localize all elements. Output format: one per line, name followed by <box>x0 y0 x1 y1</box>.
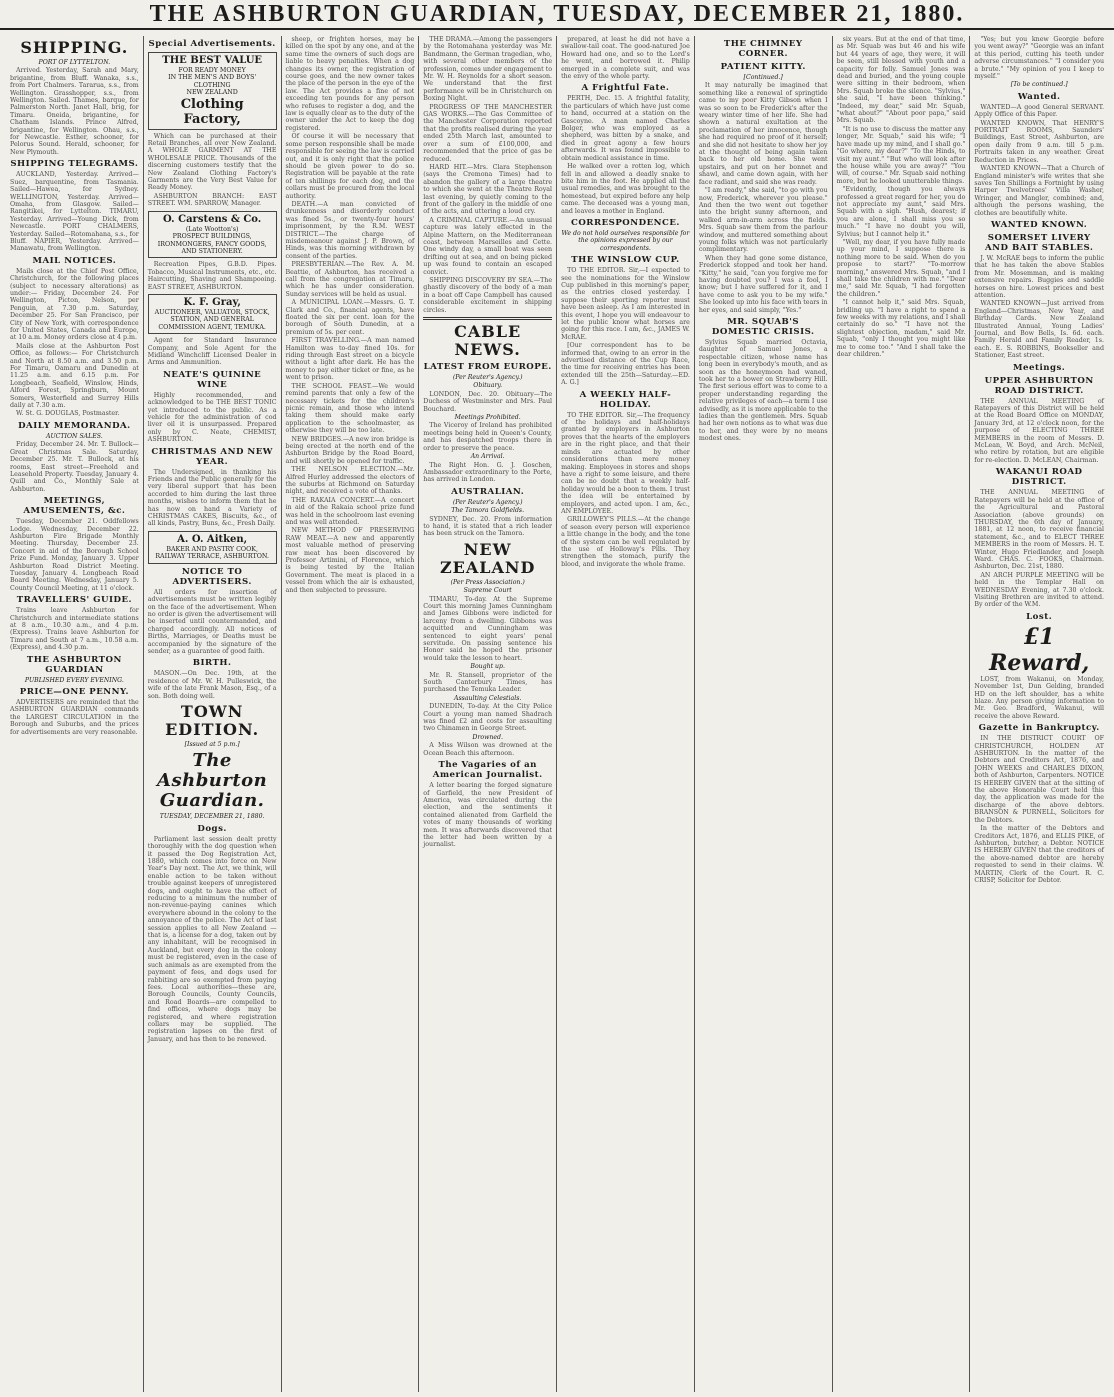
section-heading: UPPER ASHBURTON ROAD DISTRICT. <box>984 375 1094 396</box>
article-paragraph: "Evidently, though you always professed a great regard for her, you do not appreciate my aunt," said Mrs. Squab with a sigh. "Hush, dearest; if you are alone, I shall miss you so much." "I have no doubt you will, Sylvius; but I cannot help it." <box>836 186 966 238</box>
article-paragraph: He walked over a rotten log, which fell in and allowed a deadly snake to bite him in the foot. He applied all the usual remedies, and was brought to the homestead, but expired before any help came. The deceased was a young man, and leaves a mother in England. <box>561 163 690 215</box>
article-paragraph: "Well, my dear, if you have fully made up your mind, I suppose there is nothing more to be said. When do you propose to start?" "To-morrow morning," answered Mrs. Squab, "and I shall take the children with me." "Dear me," said Mr. Squab, "I had forgotten the children." <box>836 238 966 298</box>
subheading: Obituary. <box>473 382 503 390</box>
section-heading: NEATE'S QUININE WINE <box>163 369 262 390</box>
subheading: We do not hold ourselves responsible for the opinions expressed by our correspondents. <box>561 229 690 252</box>
advertisement-line: AUCTIONEER, VALUATOR, STOCK, STATION, AND GENERAL COMMISSION AGENT, TEMUKA. <box>154 308 270 331</box>
advertisement <box>148 294 277 334</box>
section-heading: The Vagaries of an American Journalist. <box>432 760 543 781</box>
subheading: PORT OF LYTTELTON. <box>38 59 111 66</box>
subheading: An Arrival. <box>470 453 505 461</box>
advertisement-line: NEW ZEALAND <box>186 89 238 97</box>
section-heading: SOMERSET LIVERY AND BAIT STABLES. <box>985 232 1094 253</box>
article-paragraph: [Our correspondent has to be informed that, owing to an error in the advertised distance of the Cup Race, the time for receiving entries has been extended till the 25th—Saturday.—ED. A. G.] <box>561 342 690 387</box>
article-paragraph: NEW BRIDGES.—A new iron bridge is being erected at the north end of the Ashburton Bridge by the Road Board, and will shortly be opened for traffic. <box>285 435 415 465</box>
reward-heading: £1 Reward, <box>989 623 1090 676</box>
section-heading: DAILY MEMORANDA. <box>18 420 131 431</box>
section-heading: TRAVELLERS' GUIDE. <box>16 595 133 606</box>
article-paragraph: THE SCHOOL FEAST.—We would remind parents that only a few of the necessary tickets for the children's picnic remain, and those who intend taking them should make early application to the schoolmaster, as otherwise they will be too late. <box>285 382 415 435</box>
section-heading: Lost. <box>1026 611 1053 622</box>
article-paragraph: WANTED KNOWN—Just arrived from England—Christmas, New Year, and Birthday Cards. New Zealand Illustrated Annual, Young Ladies' Journal, and Bow Bells, Is. 6d. each. Family Herald and Family Reader, 1s. each. E. S. ROBBINS, Bookseller and Stationer, East street. <box>974 300 1104 360</box>
subheading: (Per Press Association.) <box>450 578 525 586</box>
article-paragraph: Sylvius Squab married Octavia, daughter of Samuel Jones, a respectable citizen, whose name has long been in everybody's mouth, and as soon as the honeymoon had waned, took her to a bower on Strawberry Hill. The first serious effort was to come to a proper understanding regarding the relative privileges of each—a term I use advisedly, as it is more applicable to the ladies than the gentlemen. Mrs. Squab had her own notions as to what was due to her, and they were by no means modest ones. <box>698 339 828 443</box>
article-paragraph: THE DRAMA.—Among the passengers by the Rotomahana yesterday was Mr. Bandmann, the German tragedian, who, with several other members of the profession, comes under engagement to Mr. W. H. Reynolds for a short season. We understand that the first performance will be in Christchurch on Boxing Night. <box>423 36 553 103</box>
subheading: Supreme Court <box>463 587 512 595</box>
column-6 <box>695 36 833 1392</box>
section-heading: Meetings. <box>1013 362 1066 373</box>
section-heading: A WEEKLY HALF-HOLIDAY. <box>579 389 672 410</box>
article-paragraph: AUCKLAND, Yesterday. Arrived—Suez, barquentine, from Tasmania. Sailed—Hawea, for Sydney. WELLINGTON, Yesterday. Arrived—Omaha, from Glasgow. Sailed—Rangitikei, for Lyttelton. TIMARU, Yesterday. Arrived—Young Dick, from Newcastle. PORT CHALMERS, Yesterday. Sailed—Rotomahana, s.s., for Bluff. NAPIER, Yesterday. Arrived—Manawatu, from Wellington. <box>10 171 139 253</box>
article-paragraph: Friday, December 24. Mr. T. Bullock—Great Christmas Sale. Saturday, December 25. Mr. T. Bullock, at his rooms, East street—Freehold and Leasehold Property. Tuesday, January 4. Quill and Co., Monthly Sale at Ashburton. <box>10 441 139 493</box>
article-paragraph: The Right Hon. G. J. Goschen, Ambassador extraordinary to the Porte, has arrived in London. <box>423 461 553 484</box>
article-paragraph: SYDNEY, Dec. 20. From information to hand, it is stated that a rich leader has been struck on the Tamora. <box>423 515 553 538</box>
section-heading: MR. SQUAB'S DOMESTIC CRISIS. <box>711 317 815 337</box>
advertisement <box>148 531 277 564</box>
advertisement-line: THE BEST VALUE <box>162 55 263 66</box>
section-heading: BIRTH. <box>192 658 232 669</box>
article-paragraph: Recreation Pipes, G.B.D. Pipes. Tobacco, Musical Instruments, etc., etc. Haircutting, Shaving and Shampooing. EAST STREET, ASHBURTON. <box>147 261 277 291</box>
advertisement <box>148 211 277 259</box>
newspaper-columns <box>6 36 1108 1392</box>
article-paragraph: PERTH, Dec. 15. A frightful fatality, the particulars of which have just come to hand, occurred at a station on the Gascoyne. A man named Charles Bolger, who was employed as a shepherd, was bitten by a snake, and died in great agony a few hours afterwards. It was found impossible to obtain medical assistance in time. <box>561 95 690 162</box>
article-paragraph: TO THE EDITOR. Sir,—The frequency of the holidays and half-holidays granted by employers in Ashburton proves that the hearts of the employers are in the right place, and that their minds are actuated by other considerations than mere money making. Employees in stores and shops have a right to some leisure, and there can be no doubt that a weekly half-holiday would be a boon to them. I trust the idea will be entertained by employers, and acted upon. I am, &c., AN EMPLOYEE. <box>561 411 690 515</box>
section-heading: NEW ZEALAND <box>439 539 536 577</box>
newspaper-masthead <box>0 0 1114 30</box>
subheading: Meetings Prohibited. <box>454 414 521 422</box>
advertisement-line: IRONMONGERS, FANCY GOODS, AND STATIONERY. <box>157 240 267 255</box>
column-8 <box>970 36 1108 1392</box>
section-heading: CORRESPONDENCE. <box>570 217 680 228</box>
section-heading: Special Advertisements. <box>148 39 276 49</box>
subheading: The Tamora Goldfields. <box>451 507 525 515</box>
article-paragraph: HARD HIT.—Mrs. Clara Stephenson (says the Cremona Times) had to abandon the gallery of a large theatre to which she went at the Theatre Royal last evening, by quietly coming to the front of the gallery in the middle of one of the acts, and uttering a loud cry. <box>423 163 553 216</box>
column-7 <box>833 36 971 1392</box>
section-heading: CABLE NEWS. <box>454 322 522 360</box>
article-paragraph: ASHBURTON BRANCH: EAST STREET. WM. SPARROW, Manager. <box>147 192 277 208</box>
article-paragraph: Mails close at the Ashburton Post Office, as follows:— For Christchurch and North at 8.50 a.m. and 3.50 p.m. For Timaru, Oamaru and Dunedin at 11.25 a.m. and 6.15 p.m. For Longbeach, Seafield, Winslow, Hinds, Alford Forest, Springburn, Mount Somers, Westerfield and Surrey Hills daily at 7.30 a.m. <box>10 342 139 410</box>
section-heading: Gazette in Bankruptcy. <box>978 723 1100 734</box>
article-paragraph: ADVERTISERS are reminded that the ASHBURTON GUARDIAN commands the LARGEST CIRCULATION in the Borough and Suburbs, and the prices for advertisements are very reasonable. <box>10 699 139 736</box>
article-paragraph: WANTED KNOWN, That HENRY'S PORTRAIT ROOMS, Saunders' Buildings, East Street, Ashburton, are open daily from 9 a.m. till 5 p.m. Portraits taken in any weather. Great Reduction in Prices. <box>974 119 1104 164</box>
article-paragraph: Parliament last session dealt pretty thoroughly with the dog question when it passed the Dog Registration Act, 1880, which comes into force on New Year's Day next. The Act, we think, will enable action to be taken without trouble against keepers of unregistered dogs, and ought to have the effect of reducing to a minimum the number of non-revenue-paying canines which everywhere abound in the colony to the annoyance of the police. The Act of last session applies to all New Zealand —that is, a license for a dog, taken out by any inhabitant, will be recognised in Auckland, but every dog in the colony must be registered, even in the case of such animals as are exempted from the payment of fees, and dogs used for rabbiting are so exempted from paying fees. Local authorities—these are, Borough Councils, County Councils, and Road Boards—are compelled to find offices, where dogs may be registered, and where registration collars may be supplied. The registration lapses on the first of January, and has then to be renewed. <box>147 835 277 1043</box>
article-paragraph: "I am ready," she said, "to go with you now, Frederick, wherever you please." And then the two went out together into the bright sunny afternoon, and walked arm-in-arm across the fields. Mrs. Squab saw them from the parlour window, and muttered something about young folks which was not particularly complimentary. <box>698 187 828 254</box>
advertisement-line: A. O. Aitken, <box>177 533 248 545</box>
section-heading: PRICE—ONE PENNY. <box>19 687 129 698</box>
section-heading: MEETINGS, AMUSEMENTS, &c. <box>23 496 126 517</box>
section-heading: PATIENT KITTY. <box>720 62 806 72</box>
article-paragraph: IN THE DISTRICT COURT OF CHRISTCHURCH, HOLDEN AT ASHBURTON. In the matter of the Debtors and Creditors Act, 1876, and JOHN WEEKS and CHARLES DIXON, both of Ashburton, Carpenters. NOTICE IS HEREBY GIVEN that at the sitting of the above Honorable Court held this day, the application was made for the discharge of the above debtors. BRANSON & PURNELL, Solicitors for the Debtors. <box>974 735 1104 824</box>
column-1 <box>6 36 144 1392</box>
divider <box>423 317 552 320</box>
section-heading: WANTED KNOWN. <box>991 219 1088 230</box>
article-paragraph: DEATH.—A man convicted of drunkenness and disorderly conduct was fined 5s., or twenty-four hours' imprisonment, by the R.M. WEST DISTRICT.—The charge of misdemeanour against J. P. Brown, of Hinds, was this morning withdrawn by consent of the parties. <box>285 200 415 260</box>
advertisement-line: O. Carstens & Co. <box>163 213 262 225</box>
article-paragraph: PROGRESS OF THE MANCHESTER GAS WORKS.—The Gas Committee of the Manchester Corporation reported that the profits realised during the year ended 25th March last, amounted to over a sum of £100,000, and recommended that the price of gas be reduced. <box>423 103 553 163</box>
article-paragraph: AN ARCH PURPLE MEETING will be held in the Templar Hall on WEDNESDAY Evening, at 7.30 o'clock. Visiting Brethren are invited to attend. By order of the W.M. <box>974 571 1104 609</box>
article-paragraph: MASON.—On Dec. 19th, at the residence of Mr. W. H. Pulleswick, the wife of the late Frank Mason, Esq., of a son. Both doing well. <box>147 670 277 700</box>
article-paragraph: FIRST TRAVELLING.—A man named Hamilton was to-day fined 10s. for riding through East street on a bicycle without a light after dark. He has the money to pay either ticket or fine, as he went to prison. <box>285 337 415 382</box>
subheading: Bought up. <box>470 663 505 671</box>
advertisement <box>148 52 277 130</box>
article-paragraph: NEW METHOD OF PRESERVING RAW MEAT.—A new and apparently most valuable method of preserving raw meat has been discovered by Professor Artimini, of Florence, which is being tested by the Italian Government. The meat is placed in a vessel from which the air is exhausted, and then subjected to pressure. <box>285 527 415 594</box>
column-4 <box>419 36 557 1392</box>
section-heading: NOTICE TO ADVERTISERS. <box>172 566 252 587</box>
article-paragraph: GRILLOWEY'S PILLS.—At the change of season every person will experience a little change in the body, and the tone of the system can be well regulated by the use of Holloway's Pills. They strengthen the stomach, purify the blood, and invigorate the whole frame. <box>561 516 690 568</box>
advertisement-line: (Late Wootton's) <box>185 225 239 233</box>
article-paragraph: J. W. McRAE begs to inform the public that he has taken the above Stables from Mr. Mosemman, and is making extensive repairs. Buggies and saddle horses on hire. Lowest prices and best attention. <box>974 254 1104 299</box>
advertisement-line: PROSPECT BUILDINGS, <box>172 233 252 241</box>
article-paragraph: TIMARU, To-day. At the Supreme Court this morning James Cunningham and James Gibbons were indicted for larceny from a dwelling. Gibbons was acquitted and Cunningham was sentenced to eight years' penal servitude. On passing sentence his Honor said he hoped the prisoner would take the lesson to heart. <box>423 595 553 662</box>
section-heading: THE ASHBURTON GUARDIAN <box>26 654 122 675</box>
article-paragraph: "It is no use to discuss the matter any longer, Mr. Squab," said his wife; "I have made up my mind, and I shall go." "Go where, my dear?" "To the Hinds, to visit my aunt." "But who will look after the house while you are away?" "You will, of course." Mr. Squab said nothing more, but he looked unutterable things. <box>836 125 966 185</box>
section-heading: Dogs. <box>197 823 227 834</box>
article-paragraph: When they had gone some distance, Frederick stopped and took her hand. "Kitty," he said, "can you forgive me for having doubted you? I was a fool, I know; but I have suffered for it, and I have come to ask you to be my wife." She looked up into his face with tears in her eyes, and said simply, "Yes." <box>698 254 828 314</box>
section-heading: THE CHIMNEY CORNER. <box>723 39 803 59</box>
article-paragraph: six years. But at the end of that time, as Mr. Squab was but 46 and his wife but 44 years of age, they were, it will be seen, still blessed with youth and a capacity for folly. Samuel Jones was dead and buried, and the young couple were sitting in their bedroom, when Mrs. Squab broke the silence. "Sylvius," she said, "I have been thinking." "Indeed, my dear," said Mr. Squab, "what about?" "About poor papa," said Mrs. Squab. <box>836 36 966 125</box>
article-paragraph: WANTED KNOWN—That a Church of England minister's wife writes that she saves Ten Shillings a Fortnight by using Harper Twelvetrees' Villa Washer, Wringer, and Mangler, combined; and, although the persons washing, the clothes are beautifully white. <box>974 165 1104 217</box>
advertisement-line: FOR READY MONEY <box>178 67 246 74</box>
article-paragraph: LOST, from Wakanui, on Monday, November 1st, Dun Gelding, branded HD on the left shoulder, has a white blaze. Any person giving information to Mr. Geo. Bradford, Wakanui, will receive the above Reward. <box>974 675 1104 720</box>
subheading: PUBLISHED EVERY EVENING. <box>24 676 124 684</box>
section-heading: A Frightful Fate. <box>581 83 670 94</box>
subheading: [Continued.] <box>743 74 783 81</box>
article-paragraph: DUNEDIN, To-day. At the City Police Court a young man named Shadrach was fined £2 and costs for assaulting two Chinamen in George Street. <box>423 703 553 733</box>
advertisement-line: BAKER AND PASTRY COOK, RAILWAY TERRACE, ASHBURTON. <box>155 545 269 561</box>
article-paragraph: The Viceroy of Ireland has prohibited meetings being held in Queen's County, and has despatched troops there in order to preserve the peace. <box>423 422 553 452</box>
article-paragraph: "Yes; but you knew Georgie before you went away?" "Georgie was an infant at this period, cutting his teeth under adverse circumstances." "I consider you a brute." "My opinion of you I keep to myself." <box>974 36 1104 81</box>
article-paragraph: sheep, or frighten horses, may be killed on the spot by any one, and at the same time the owners of such dogs are liable to heavy penalties. When a dog changes its owner, the registration of course goes, and the new owner takes the place of the person in the eye of the law. The Act provides a fine of not exceeding ten pounds for any person who refuses to register a dog, and the law is equally clear as to the duty of the owner under the Act to keep the dog registered. <box>285 36 415 132</box>
section-heading: SHIPPING TELEGRAMS. <box>10 159 139 170</box>
town-edition-masthead: The Ashburton Guardian. <box>157 750 268 812</box>
article-paragraph: A CRIMINAL CAPTURE.—An unusual capture was lately effected in the Alpine Mattern, on the Mediterranean coast, between Marseilles and Cette. One windy day, a small boat was seen drifting out at sea, and on being picked up was found to contain an escaped convict. <box>423 216 553 276</box>
article-paragraph: A letter bearing the forged signature of Garfield, the new President of America, was circulated during the election, and the sentiments it contained alienated from Garfield the votes of many thousands of working men. It was afterwards discovered that the letter had been written by a journalist. <box>423 782 553 849</box>
article-paragraph: THE NELSON ELECTION.—Mr. Alfred Hurley addressed the electors of the suburbs at Richmond on Saturday night, and received a vote of thanks. <box>285 466 415 496</box>
article-paragraph: A MUNICIPAL LOAN.—Messrs. G. T. Clark and Co., financial agents, have floated the six per cent. loan for the borough of South Dunedin, at a premium of 5s. per cent. <box>285 299 415 336</box>
article-paragraph: Tuesday, December 21. Oddfellows Lodge. Wednesday, December 22. Ashburton Fire Brigade Monthly Meeting. Thursday, December 23. Concert in aid of the Borough School Prize Fund. Monday, January 3. Upper Ashburton Road District Meeting. Tuesday, January 4. Longbeach Road Board Meeting. Wednesday, January 5. County Council Meeting, at 11 o'clock. <box>10 518 139 592</box>
subheading: Assaulting Celestials. <box>454 694 522 702</box>
article-paragraph: Of course it will be necessary that some person responsible shall be made responsible for seeing the law is carried out, and it is only right that the police should be given power to do so. Registration will be payable at the rate of ten shillings for each dog, and the collars must be procured from the local authority. <box>285 133 415 200</box>
column-3 <box>282 36 420 1392</box>
article-paragraph: THE ANNUAL MEETING of Ratepayers of this District will be held at the Road Board Office on MONDAY, January 3rd, at 12 o'clock noon, for the purpose of ELECTING THREE MEMBERS in the room of Messrs. D. McLean, W. Boyd, and Arch. McNeil, who retire by rotation, but are eligible for re-election. D. McLEAN, Chairman. <box>974 397 1104 464</box>
column-2 <box>144 36 282 1392</box>
advertisement-line: K. F. Gray, <box>183 296 241 308</box>
article-paragraph: Arrived. Yesterday, Sarah and Mary, brigantine, from Bluff. Wanaka, s.s., from Port Chalmers. Tararua, s.s., from Wellington. Grasshopper, s.s., from Wellington. Sailed. Thames, barque, for Palmerston North. Janet Hall, brig, for Timaru. Oneida, brigantine, for Chatham Islands. Prince Alfred, brigantine, for Wellington. Ohau, s.s., for Newcastle. Esther, schooner, for Pelorus Sound. Herald, schooner, for New Plymouth. <box>10 67 139 156</box>
advertisement-line: IN THE MEN'S AND BOYS' CLOTHING <box>168 74 257 89</box>
subheading: [Issued at 5 p.m.] <box>184 740 240 748</box>
article-paragraph: Which can be purchased at their Retail Branches, all over New Zealand. A WHOLE GARMENT AT THE WHOLESALE PRICE. Thousands of the discerning customers testify that the New Zealand Clothing Factory's Garments are the Very Best Value for Ready Money. <box>147 132 277 192</box>
article-paragraph: Mails close at the Chief Post Office, Christchurch, for the following places (subject to necessary alterations) as under:— Friday, December 24. For Wellington, Picton, Nelson, per Penguin, at 7.30 p.m. Saturday, December 25. For San Francisco, per City of New York, with correspondence for United States, Canada and Europe, at 10 a.m. Money orders close at 4 p.m. <box>10 267 139 342</box>
article-paragraph: The Undersigned, in thanking his Friends and the Public generally for the very liberal support that has been accorded to him during the last three months, wishes to inform them that he has now on hand a Variety of CHRISTMAS CAKES, Biscuits, &c., of all kinds, Pastry, Buns, &c., Fresh Daily. <box>147 468 277 528</box>
article-paragraph: LONDON, Dec. 20. Obituary—The Duchess of Westminster and Mrs. Paul Bouchard. <box>423 390 553 413</box>
advertisement-line: Clothing Factory, <box>180 96 244 127</box>
subheading: TUESDAY, DECEMBER 21, 1880. <box>159 813 265 821</box>
article-paragraph: Mr. R. Stansell, proprietor of the South Canterbury Times, has purchased the Temuka Leader. <box>423 671 553 694</box>
article-paragraph: THE ANNUAL MEETING of Ratepayers will be held at the office of the Agricultural and Pastoral Association (above grounds) on THURSDAY, the 6th day of January, 1881, at 12 noon, to receive financial statement, &c., and to ELECT THREE MEMBERS in the room of Messrs. H. T. Winter, Hugo Friedlander, and Joseph Ward. CHAS. C. FOOKS, Chairman. Ashburton, Dec. 21st, 1880. <box>974 489 1104 571</box>
section-heading: Wanted. <box>1017 91 1061 102</box>
subheading: Drowned. <box>472 733 503 741</box>
subheading: (Per Reuter's Agency.) <box>452 374 523 382</box>
article-paragraph: W. St. G. DOUGLAS, Postmaster. <box>16 410 120 418</box>
column-5 <box>557 36 695 1392</box>
section-heading: LATEST FROM EUROPE. <box>423 362 552 373</box>
section-heading: TOWN EDITION. <box>165 701 260 739</box>
subheading: [To be continued.] <box>1010 81 1068 89</box>
article-paragraph: THE RAKAIA CONCERT.—A concert in aid of the Rakaia school prize fund was held in the schoolroom last evening and was well attended. <box>285 496 415 526</box>
article-paragraph: prepared, at least he did not have a swallow-tail coat. The good-natured Joe Howard had one, and so to the Lord's he went, and borrowed it. Philip emerged in a complete suit, and was the envy of the whole party. <box>561 36 690 81</box>
section-heading: CHRISTMAS AND NEW YEAR. <box>151 446 273 467</box>
section-heading: MAIL NOTICES. <box>32 255 117 266</box>
article-paragraph: Trains leave Ashburton for Christchurch and intermediate stations at 8 a.m., 10.30 a.m., and 4 p.m. (Express). Trains leave Ashburton for Timaru and South at 7 a.m., 10.58 a.m. (Express), and 4.30 p.m. <box>10 607 139 652</box>
subheading: (Per Reuter's Agency.) <box>452 498 523 506</box>
section-heading: WAKANUI ROAD DISTRICT. <box>995 467 1083 488</box>
section-heading: SHIPPING. <box>20 38 129 57</box>
article-paragraph: "I cannot help it," said Mrs. Squab, bridling up. "I have a right to spend a few weeks with my relations, and I shall certainly do so." "I have not the slightest objection, madam," said Mr. Squab, "only I thought you might like me to come too." "And I shall take the dear children." <box>836 299 966 359</box>
article-paragraph: Agent for Standard Insurance Company, and Sole Agent for the Midland Winchcliff Licensed Dealer in Arms and Ammunition. <box>147 337 277 367</box>
article-paragraph: All orders for insertion of advertisements must be written legibly on the face of the advertisement. When no order is given the advertisement will be inserted until countermanded, and charged accordingly. All notices of Births, Marriages, or Deaths must be accompanied by the signature of the sender, as a guarantee of good faith. <box>147 588 277 655</box>
article-paragraph: Highly recommended, and acknowledged to be THE BEST TONIC yet introduced to the public. As a vehicle for the administration of cod liver oil it is unsurpassed. Prepared only by C. Neate, CHEMIST, ASHBURTON. <box>147 391 277 444</box>
article-paragraph: PRESBYTERIAN.—The Rev. A. M. Beattie, of Ashburton, has received a call from the congregation at Timaru, which he has under consideration. Sunday services will be held as usual. <box>285 261 415 298</box>
article-paragraph: SHIPPING DISCOVERY BY SEA.—The ghastly discovery of the body of a man in a boat off Cape Campbell has caused considerable excitement in shipping circles. <box>423 277 553 314</box>
subheading: AUCTION SALES. <box>46 432 103 440</box>
masthead-title: THE ASHBURTON GUARDIAN, TUESDAY, DECEMBER 21, 1880. <box>149 0 965 27</box>
article-paragraph: In the matter of the Debtors and Creditors Act, 1876, and ELLIS PIKE, of Ashburton, butcher, a Debtor. NOTICE IS HEREBY GIVEN that the creditors of the above-named debtor are hereby requested to send in their claims. W. MARTIN, Clerk of the Court. R. C. CRISP, Solicitor for Debtor. <box>974 825 1104 884</box>
article-paragraph: TO THE EDITOR. Sir,—I expected to see the nominations for the Winslow Cup published in this morning's paper, as the entries closed yesterday. I suppose their sporting reporter must have been asleep. As I am interested in this event, I hope you will endeavour to let the public know what horses are going for this race. I am, &c., JAMES W. McRAE. <box>561 267 690 341</box>
article-paragraph: WANTED—A good General SERVANT. Apply Office of this Paper. <box>974 103 1104 119</box>
article-paragraph: A Miss Wilson was drowned at the Ocean Beach this afternoon. <box>423 742 553 757</box>
section-heading: THE WINSLOW CUP. <box>571 255 680 266</box>
article-paragraph: It may naturally be imagined that something like a renewal of springtide came to my poor Kitty Gibson when I was so soon to be Frederick's after the weary winter time of her life. She had shown a natural exultation at the proclamation of her innocence, though she had required no proof of it herself; and she did not hesitate to show her joy at the thought of being again taken back to her old home. She went upstairs, and put on her bonnet and shawl, and came down again, with her face radiant, and said she was ready. <box>698 82 828 186</box>
section-heading: AUSTRALIAN. <box>451 486 525 497</box>
